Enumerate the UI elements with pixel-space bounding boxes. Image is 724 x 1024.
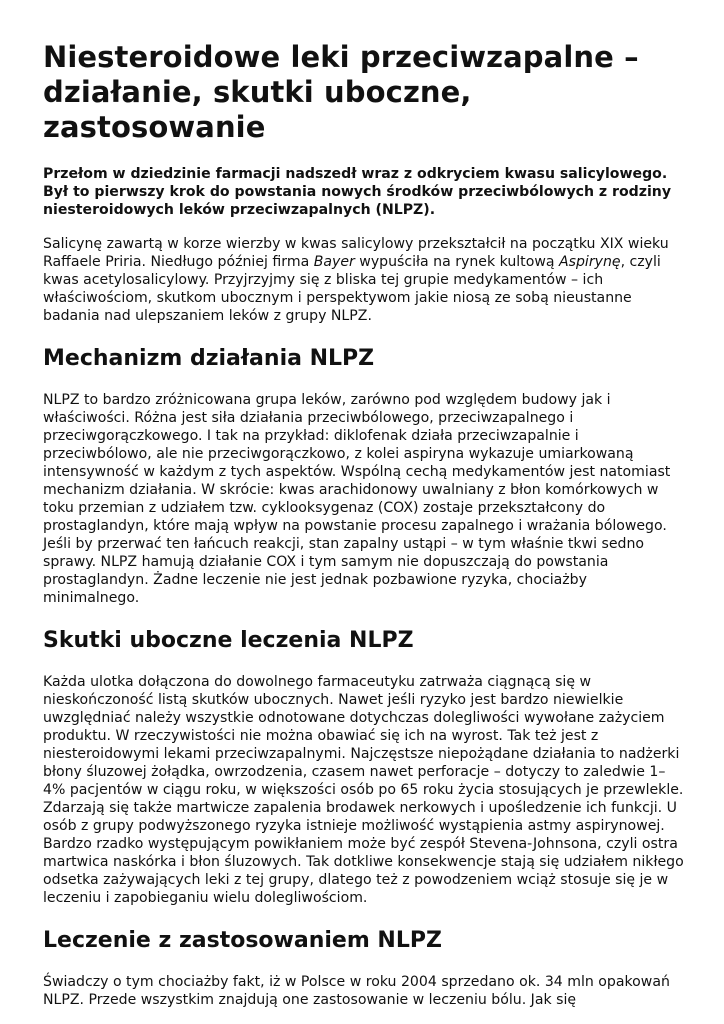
lead-paragraph: Przełom w dziedzinie farmacji nadszedł wraz z odkryciem kwasu salicylowego. Był to pierwszy krok do powstania nowych środków przeciwbólowych z rodziny niesteroidowych leków przeciwzapalnych (NLPZ).: [43, 166, 672, 218]
section-heading-mechanism: Mechanizm działania NLPZ: [43, 346, 375, 371]
intro-text-2: wypuściła na rynek kultową: [354, 254, 559, 270]
intro-text-1: Salicynę zawartą w korze wierzby w kwas salicylowy przekształcił na początku XIX wieku Raffaele Priria. Niedługo później firma: [43, 236, 669, 270]
page-title: Niesteroidowe leki przeciwzapalne – działanie, skutki uboczne, zastosowanie: [43, 40, 639, 144]
section-text-treatment: Świadczy o tym chociażby fakt, iż w Polsce w roku 2004 sprzedano ok. 34 mln opakowań NLPZ. Przede wszystkim znajdują one zastosowanie w leczeniu bólu. Jak się: [43, 974, 670, 1008]
section-heading-treatment: Leczenie z zastosowaniem NLPZ: [43, 928, 442, 953]
section-heading-side-effects: Skutki uboczne leczenia NLPZ: [43, 628, 414, 653]
intro-paragraph: [43, 235, 684, 325]
bayer-name: Bayer: [313, 254, 355, 270]
intro-text-3: , czyli kwas acetylosalicylowy. Przyjrzyjmy się z bliska tej grupie medykamentów – ich właściwościom, skutkom ubocznym i perspektywom jakie niosą ze sobą nieustanne badania nad ulepszaniem leków z grupy NLPZ.: [43, 254, 661, 324]
section-text-side-effects: Każda ulotka dołączona do dowolnego farmaceutyku zatrważa ciągnącą się w nieskończoność listą skutków ubocznych. Nawet jeśli ryzyko jest bardzo niewielkie uwzględniać należy wszystkie odnotowane dotychczas dolegliwości wywołane zażyciem produktu. W rzeczywistości nie można obawiać się ich na wyrost. Tak też jest z niesteroidowymi lekami przeciwzapalnymi. Najczęstsze niepożądane działania to nadżerki błony śluzowej żołądka, owrzodzenia, czasem nawet perforacje – dotyczy to zaledwie 1–4% pacjentów w ciągu roku, w większości osób po 65 roku życia stosujących je przewlekle. Zdarzają się także martwicze zapalenia brodawek nerkowych i upośledzenie ich funkcji. U osób z grupy podwyższonego ryzyka istnieje możliwość wystąpienia astmy aspirynowej. Bardzo rzadko występującym powikłaniem może być zespół Stevena-Johnsona, czyli ostra martwica naskórka i błon śluzowych. Tak dotkliwe konsekwencje stają się udziałem nikłego odsetka zażywających leki z tej grupy, dlatego też z powodzeniem wciąż stosuje się je w leczeniu i zapobieganiu wielu dolegliwościom.: [43, 674, 684, 906]
aspiryna-name: Aspirynę: [558, 254, 621, 270]
section-text-mechanism: NLPZ to bardzo zróżnicowana grupa leków, zarówno pod względem budowy jak i właściwości. Różna jest siła działania przeciwbólowego, przeciwzapalnego i przeciwgorączkowego. I tak na przykład: diklofenak działa przeciwzapalnie i przeciwbólowo, ale nie przeciwgorączkowo, z kolei aspiryna wykazuje umiarkowaną intensywność w każdym z tych aspektów. Wspólną cechą medykamentów jest natomiast mechanizm działania. W skrócie: kwas arachidonowy uwalniany z błon komórkowych w toku przemian z udziałem tzw. cyklooksygenaz (COX) zostaje przekształcony do prostaglandyn, które mają wpływ na powstanie procesu zapalnego i wrażania bólowego. Jeśli by przerwać ten łańcuch reakcji, stan zapalny ustąpi – w tym właśnie tkwi sedno sprawy. NLPZ hamują działanie COX i tym samym nie dopuszczają do powstania prostaglandyn. Żadne leczenie nie jest jednak pozbawione ryzyka, chociażby minimalnego.: [43, 392, 671, 606]
